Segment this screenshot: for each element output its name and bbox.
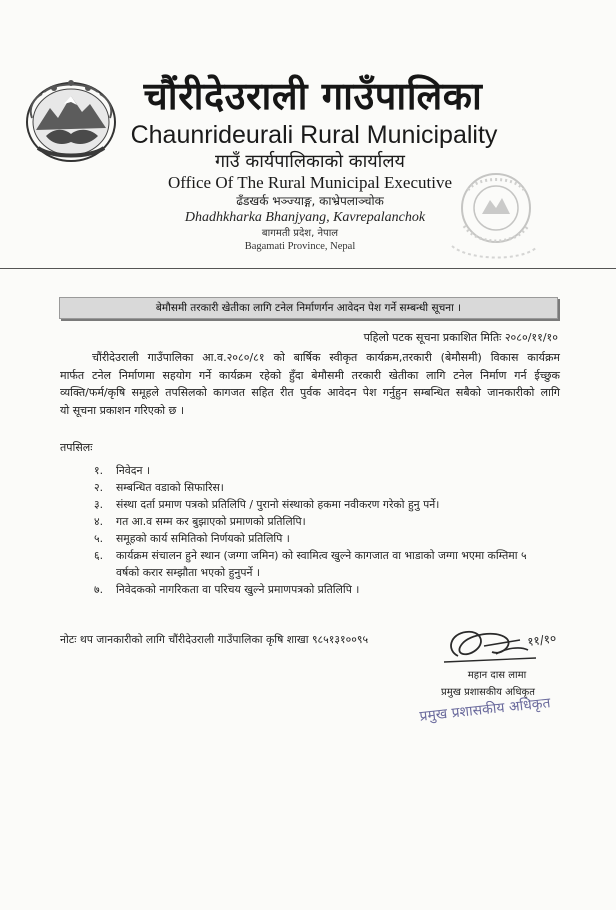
signatory-title: प्रमुख प्रशासकीय अधिकृत xyxy=(441,687,535,698)
list-item xyxy=(94,530,564,547)
office-name-en: Office Of The Rural Municipal Executive xyxy=(167,173,453,192)
list-item-text: निवेदकको नागरिकता वा परिचय खुल्ने प्रमाणपत्रको प्रतिलिपि । xyxy=(116,583,360,596)
address-en: Dhadhkharka Bhanjyang, Kavrepalanchok xyxy=(184,210,426,225)
list-item-number: २. xyxy=(94,481,104,494)
list-item-text: सम्बन्धित वडाको सिफारिस। xyxy=(116,481,224,494)
list-item xyxy=(94,513,564,530)
address-np: ढँडखर्क भञ्ज्याङ्ग, काभ्रेपलाञ्चोक xyxy=(236,194,384,208)
paragraph-line: मार्फत टनेल निर्माणमा सहयोग गर्ने कार्यक्रम रहेको हुँदा बेमौसमी तरकारी खेतीका लागि टनेल निर्माण गर्न ईच्छुक xyxy=(60,368,560,382)
signature-date: ११/१० xyxy=(526,631,558,649)
nepal-emblem-icon xyxy=(24,78,118,164)
office-seal-icon xyxy=(448,168,540,264)
requirements-list xyxy=(94,462,564,598)
paragraph-line: व्यक्ति/फर्म/कृषि समूहले तपसिलको कागजत सहित रीत पुर्वक आवेदन पेश गर्नुहुन सम्बन्धित सबैको जानकारीको लागि xyxy=(60,386,560,399)
list-item-text: गत आ.व सम्म कर बुझाएको प्रमाणको प्रतिलिपि। xyxy=(116,515,306,528)
paragraph-line: यो सूचना प्रकाशन गरिएको छ । xyxy=(60,403,185,417)
paragraph-line: चौंरीदेउराली गाउँपालिका आ.व.२०८०/८१ को बार्षिक स्वीकृत कार्यक्रम,तरकारी (बेमौसमी) विकास कार्यक्रम xyxy=(92,351,560,364)
municipality-title-np: चौंरीदेउराली गाउँपालिका xyxy=(143,74,483,118)
list-item-number: ३. xyxy=(94,498,104,511)
list-item-text: समूहको कार्य समितिको निर्णयको प्रतिलिपि । xyxy=(116,532,290,545)
office-name-np: गाउँ कार्यपालिकाको कार्यालय xyxy=(215,151,405,172)
publication-date: पहिलो पटक सूचना प्रकाशित मितिः २०८०/११/१० xyxy=(363,331,558,344)
province-np: बागमती प्रदेश, नेपाल xyxy=(261,228,339,239)
list-item xyxy=(94,462,564,479)
list-item-number: १. xyxy=(94,464,104,477)
municipality-title-en: Chaunrideurali Rural Municipality xyxy=(130,121,498,149)
list-item-text: कार्यक्रम संचालन हुने स्थान (जग्गा जमिन) को स्वामित्व खुल्ने कागजात वा भाडाको जग्गा भएमा कम्तिमा ५ xyxy=(116,549,527,562)
list-item xyxy=(94,581,564,598)
list-item-text-continued: वर्षको करार सम्झौता भएको हुनुपर्ने । xyxy=(116,566,260,579)
signatory-name: महान दास लामा xyxy=(467,670,527,681)
list-item xyxy=(94,547,564,581)
designation-stamp: प्रमुख प्रशासकीय अधिकृत xyxy=(418,695,552,725)
list-item-number: ६. xyxy=(94,549,104,562)
header-divider xyxy=(0,268,616,269)
notice-subject: बेमौसमी तरकारी खेतीका लागि टनेल निर्माणर्गन आवेदन पेश गर्ने सम्बन्धी सूचना । xyxy=(155,302,462,314)
list-item-number: ५. xyxy=(94,532,104,545)
contact-note: नोटः थप जानकारीको लागि चौंरीदेउराली गाउँपालिका कृषि शाखा ९८५१३१००९५ xyxy=(60,633,369,646)
subject-banner xyxy=(59,297,558,319)
list-item-text: निवेदन । xyxy=(116,464,151,477)
list-item xyxy=(94,496,564,513)
notice-body-paragraph xyxy=(60,349,560,419)
province-en: Bagamati Province, Nepal xyxy=(244,241,356,252)
list-item xyxy=(94,479,564,496)
list-item-text: संस्था दर्ता प्रमाण पत्रको प्रतिलिपि / पुरानो संस्थाको हकमा नवीकरण गरेको हुनु पर्ने। xyxy=(116,498,440,511)
signature-icon xyxy=(436,622,564,670)
list-item-number: ७. xyxy=(94,583,104,596)
details-label: तपसिलः xyxy=(60,441,93,454)
list-item-number: ४. xyxy=(94,515,104,528)
